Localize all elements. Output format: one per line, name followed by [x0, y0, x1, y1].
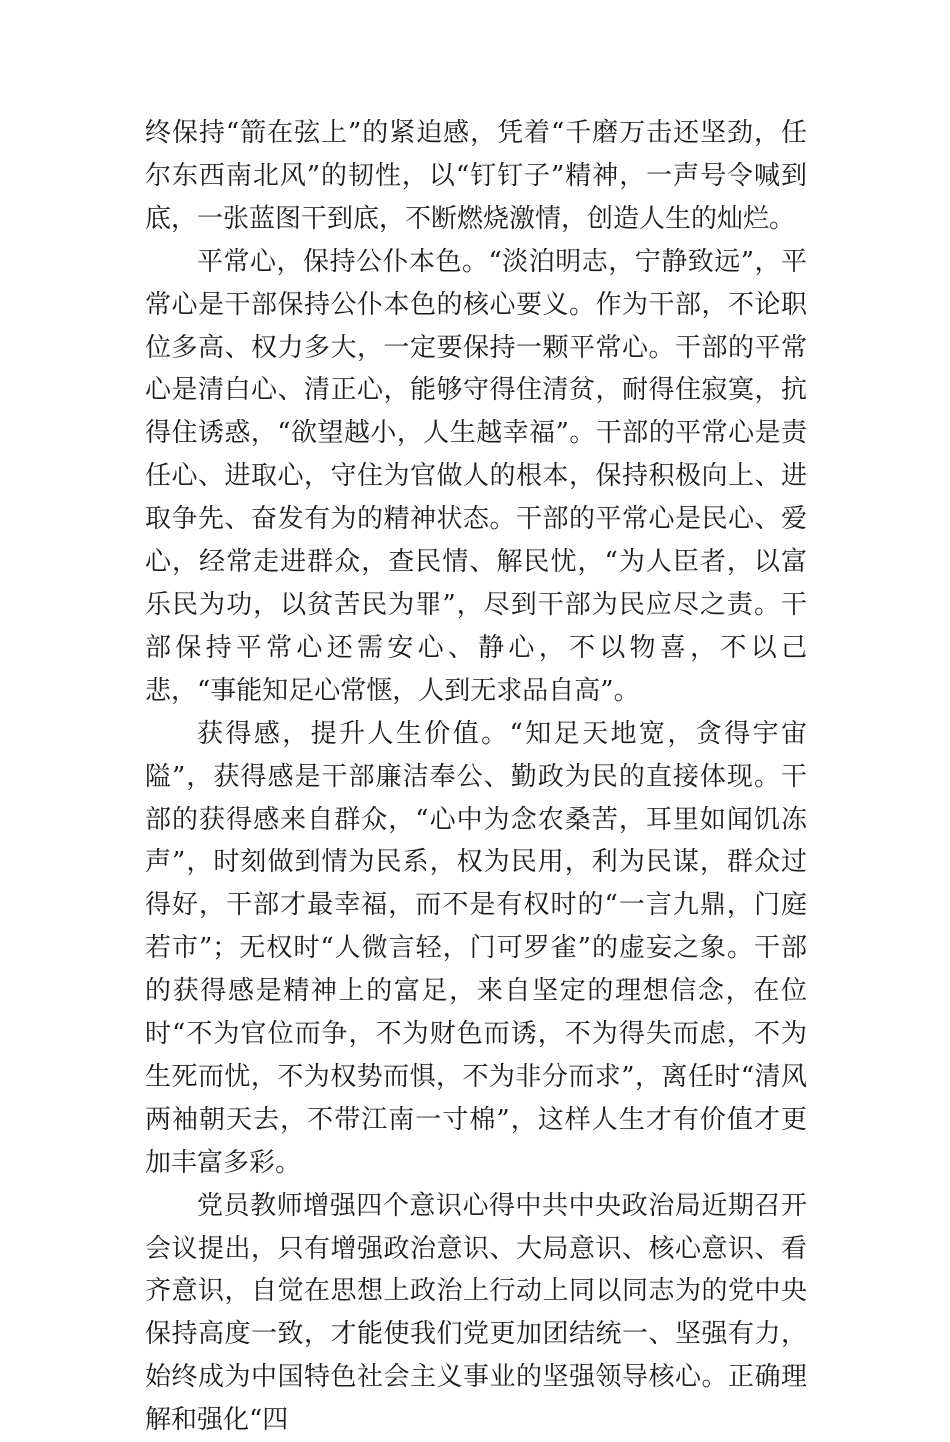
paragraph-continuation: 终保持“箭在弦上”的紧迫感，凭着“千磨万击还坚劲，任尔东西南北风”的韧性，以“钉钉子”精神，一声号令喊到底，一张蓝图干到底，不断燃烧激情，创造人生的灿烂。 — [145, 118, 807, 234]
document-body — [145, 112, 807, 1442]
paragraph-four-consciousness: 党员教师增强四个意识心得中共中央政治局近期召开会议提出，只有增强政治意识、大局意识、核心意识、看齐意识，自觉在思想上政治上行动上同以同志为的党中央保持高度一致，才能使我们党更加团结统一、坚强有力，始终成为中国特色社会主义事业的坚强领导核心。正确理解和强化“四 — [145, 1190, 807, 1436]
paragraph-ordinary-mind: 平常心，保持公仆本色。“淡泊明志，宁静致远”，平常心是干部保持公仆本色的核心要义。作为干部，不论职位多高、权力多大，一定要保持一颗平常心。干部的平常心是清白心、清正心，能够守得住清贫，耐得住寂寞，抗得住诱惑，“欲望越小，人生越幸福”。干部的平常心是责任心、进取心，守住为官做人的根本，保持积极向上、进取争先、奋发有为的精神状态。干部的平常心是民心、爱心，经常走进群众，查民情、解民忧，“为人臣者，以富乐民为功，以贫苦民为罪”，尽到干部为民应尽之责。干部保持平常心还需安心、静心，不以物喜，不以己悲，“事能知足心常惬，人到无求品自高”。 — [145, 246, 807, 706]
paragraph-sense-of-gain: 获得感，提升人生价值。“知足天地宽，贪得宇宙隘”，获得感是干部廉洁奉公、勤政为民的直接体现。干部的获得感来自群众，“心中为念农桑苦，耳里如闻饥冻声”，时刻做到情为民系，权为民用，利为民谋，群众过得好，干部才最幸福，而不是有权时的“一言九鼎，门庭若市”；无权时“人微言轻，门可罗雀”的虚妄之象。干部的获得感是精神上的富足，来自坚定的理想信念，在位时“不为官位而争，不为财色而诱，不为得失而虑，不为生死而忧，不为权势而惧，不为非分而求”，离任时“清风两袖朝天去，不带江南一寸棉”，这样人生才有价值才更加丰富多彩。 — [145, 718, 807, 1178]
